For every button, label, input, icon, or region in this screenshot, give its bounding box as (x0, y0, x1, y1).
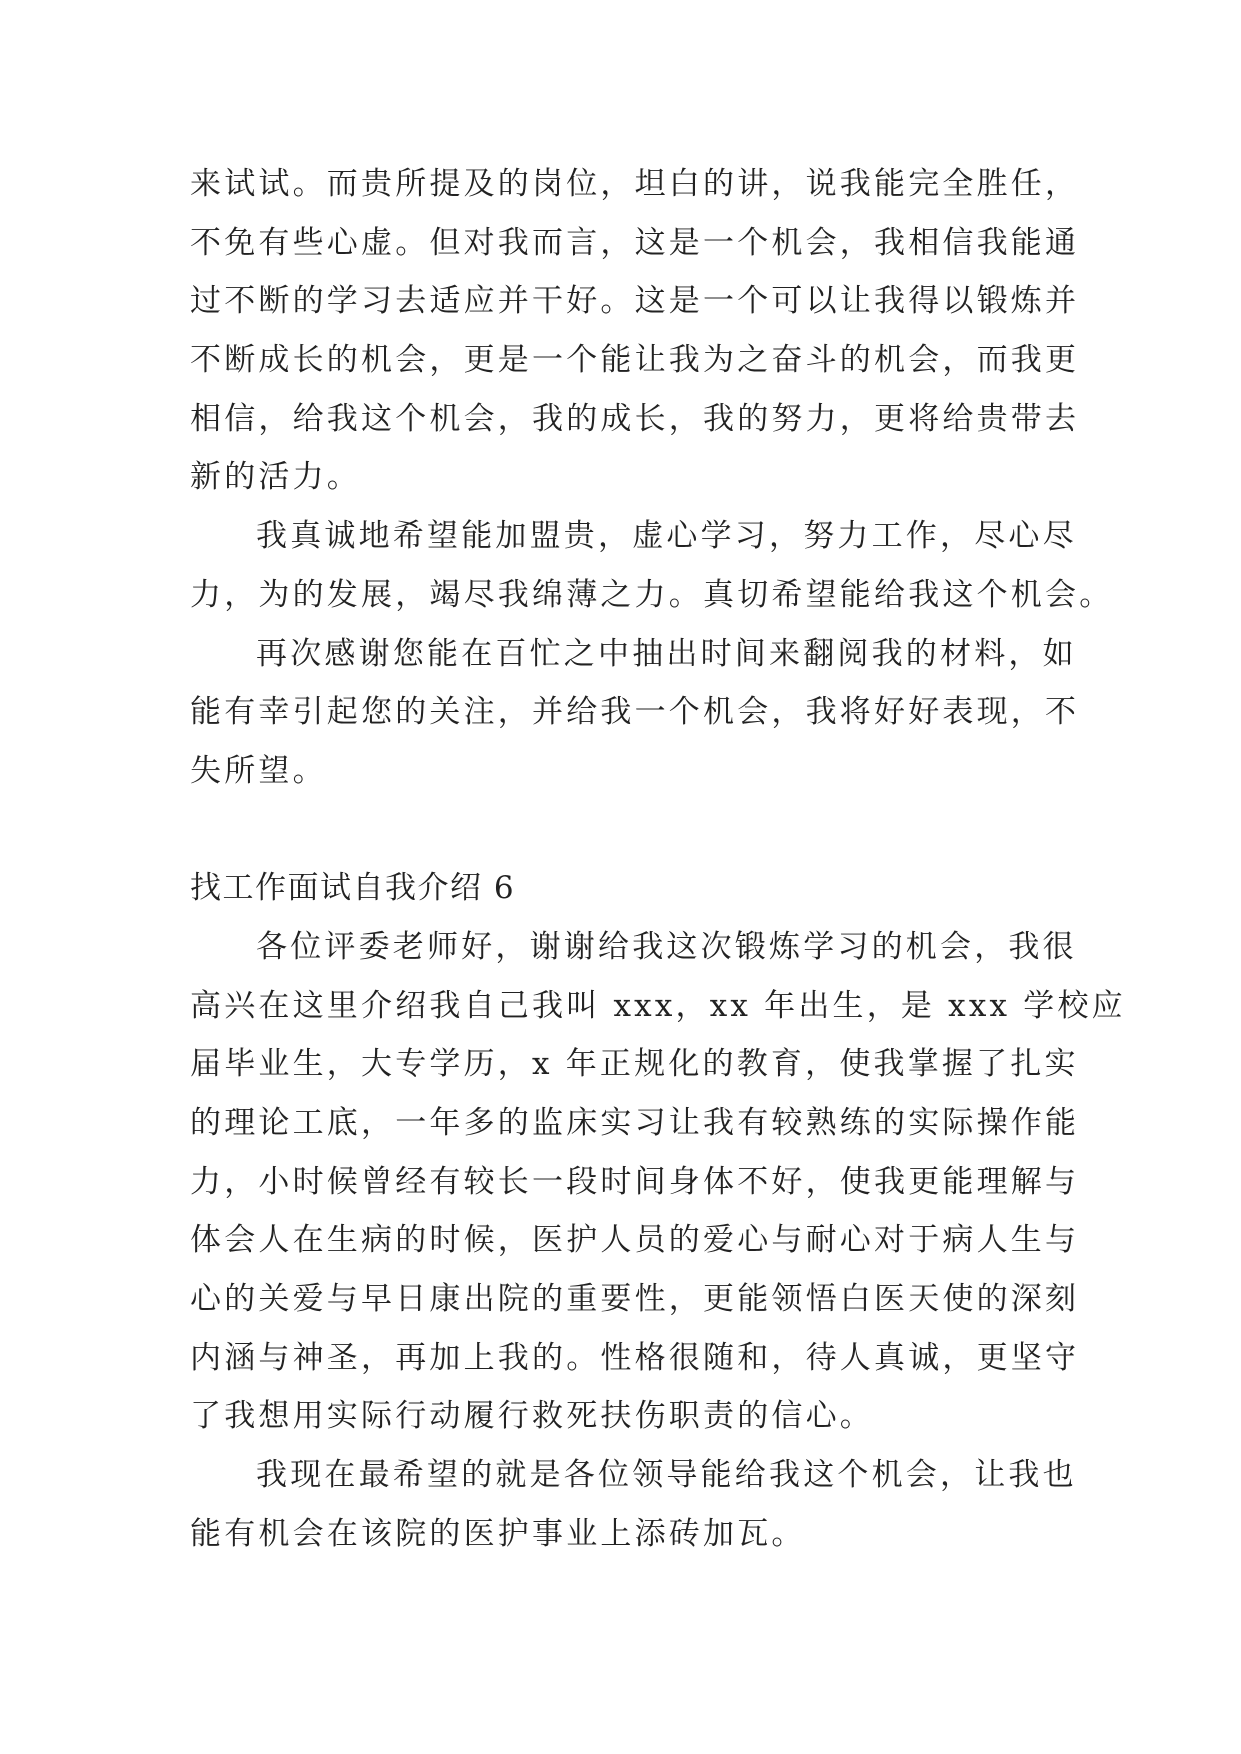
text-line: 高兴在这里介绍我自己我叫 xxx，xx 年出生，是 xxx 学校应 (190, 987, 1126, 1024)
paragraph-continuation (190, 155, 1080, 507)
paragraph-spacer (190, 801, 1060, 860)
paragraph (190, 625, 1080, 801)
paragraph (190, 1446, 1077, 1563)
text-line: 的理论工底，一年多的监床实习让我有较熟练的实际操作能 (190, 1105, 1080, 1141)
text-line: 我真诚地希望能加盟贵，虚心学习，努力工作，尽心尽 (256, 518, 1077, 555)
text-line: 力，小时候曾经有较长一段时间身体不好，使我更能理解与 (190, 1163, 1080, 1200)
paragraph (190, 918, 1126, 1446)
text-line: 届毕业生，大专学历，x 年正规化的教育，使我掌握了扎实 (190, 1046, 1079, 1083)
text-line: 过不断的学习去适应并干好。这是一个可以让我得以锻炼并 (190, 283, 1080, 320)
text-line: 相信，给我这个机会，我的成长，我的努力，更将给贵带去 (190, 400, 1080, 437)
text-line: 来试试。而贵所提及的岗位，坦白的讲，说我能完全胜任， (190, 166, 1080, 202)
text-line: 心的关爱与早日康出院的重要性，更能领悟白医天使的深刻 (190, 1281, 1080, 1318)
text-line: 力，为的发展，竭尽我绵薄之力。真切希望能给我这个机会。 (190, 576, 1114, 613)
document-body (190, 155, 1126, 1564)
text-line: 新的活力。 (190, 459, 361, 496)
text-line: 我现在最希望的就是各位领导能给我这个机会，让我也 (256, 1457, 1077, 1494)
text-line: 不免有些心虚。但对我而言，这是一个机会，我相信我能通 (190, 224, 1080, 261)
text-line: 内涵与神圣，再加上我的。性格很随和，待人真诚，更坚守 (190, 1339, 1080, 1376)
text-line: 体会人在生病的时候，医护人员的爱心与耐心对于病人生与 (190, 1222, 1080, 1259)
text-line: 了我想用实际行动履行救死扶伤职责的信心。 (190, 1398, 874, 1435)
text-line: 不断成长的机会，更是一个能让我为之奋斗的机会，而我更 (190, 342, 1080, 379)
section-heading (190, 859, 1060, 918)
paragraph (190, 507, 1114, 624)
text-line: 再次感谢您能在百忙之中抽出时间来翻阅我的材料，如 (256, 635, 1077, 672)
text-line: 各位评委老师好，谢谢给我这次锻炼学习的机会，我很 (256, 928, 1077, 965)
text-line: 失所望。 (190, 752, 327, 789)
text-line: 能有幸引起您的关注，并给我一个机会，我将好好表现，不 (190, 694, 1080, 731)
section-title: 找工作面试自我介绍 6 (190, 870, 516, 907)
text-line: 能有机会在该院的医护事业上添砖加瓦。 (190, 1515, 806, 1552)
